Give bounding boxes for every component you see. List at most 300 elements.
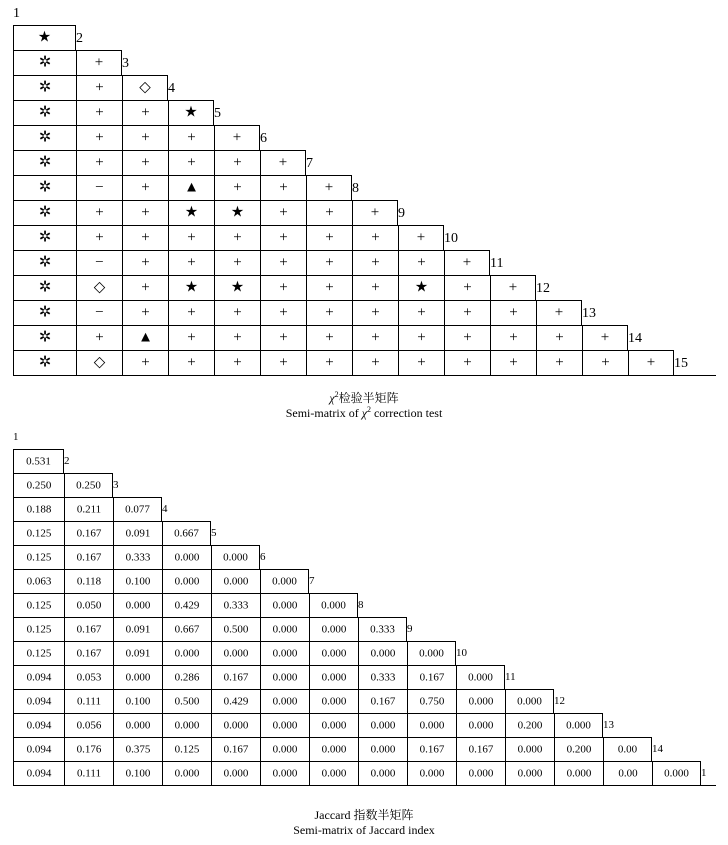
matrix2-cell-value: 0.111 [77,695,101,707]
matrix2-cell [358,617,407,641]
matrix1-cell [13,150,76,175]
matrix1-cell [76,325,122,350]
matrix1-cell [628,350,674,376]
matrix1-cell-value: + [141,104,150,121]
matrix2-cell [64,497,113,521]
matrix1-cell [122,250,168,275]
matrix1-cell [76,300,122,325]
matrix1-cell [122,150,168,175]
matrix1-cell-value: + [600,329,610,346]
matrix2-header-10: 10 [456,647,467,659]
matrix2-cell [13,521,64,545]
matrix1-cell [444,250,490,275]
matrix1-cell [398,350,444,376]
matrix2-cell-value: 0.286 [174,671,200,683]
matrix1-header-7: 7 [306,156,313,171]
matrix1-cell-value: + [187,254,196,271]
matrix1-cell [13,300,76,325]
matrix1-cell-value: + [279,179,288,196]
chi-symbol-en: χ [361,406,367,420]
matrix2-cell [260,569,309,593]
matrix2-cell-value: 0.000 [223,551,248,563]
matrix2-cell-value: 0.125 [26,599,52,611]
matrix2-cell-value: 0.125 [174,743,200,755]
matrix2-cell [162,545,211,569]
matrix2-cell-value: 0.125 [26,527,52,539]
matrix2-baseline [701,785,716,786]
matrix1-cell-value: + [233,354,242,371]
matrix2-cell-value: 0.000 [125,671,151,683]
matrix2-cell-value: 0.000 [517,695,542,707]
matrix1-cell [306,325,352,350]
matrix2-cell-value: 0.167 [468,743,494,755]
matrix2-cell [162,641,211,665]
matrix2-cell-value: 0.000 [370,647,396,659]
matrix1-cell [122,350,168,376]
matrix1-cell-value: ✲ [38,204,52,221]
matrix2-cell-value: 0.200 [566,743,592,755]
matrix1-cell-value: ✲ [38,304,52,321]
matrix1-cell [122,125,168,150]
matrix2-cell-value: 0.375 [125,743,151,755]
matrix1-cell-value: + [417,254,426,271]
matrix1-cell-value: + [94,54,104,71]
chi-superscript: 2 [334,390,339,399]
matrix1-cell [490,325,536,350]
matrix2-cell-value: 0.056 [76,719,102,731]
matrix2-cell-value: 0.125 [26,647,52,659]
matrix1-cell [13,275,76,300]
matrix2-cell [113,569,162,593]
chi-symbol: χ [329,391,335,405]
matrix1-cell [260,325,306,350]
matrix2-cell [309,689,358,713]
matrix1-cell [260,200,306,225]
matrix2-cell [113,665,162,689]
matrix2-cell-value: 0.000 [370,767,396,779]
matrix2-cell [162,593,211,617]
matrix1-cell [444,300,490,325]
matrix2-cell [162,761,211,786]
matrix1-cell [490,300,536,325]
matrix2-cell-value: 0.000 [223,647,249,659]
matrix2-cell [13,545,64,569]
matrix2-cell [64,569,113,593]
matrix1-cell-value: + [509,354,518,371]
matrix2-cell [456,761,505,786]
matrix2-cell-value: 0.333 [370,623,395,635]
matrix1-cell-value: + [555,329,564,346]
matrix1-cell-value: ✲ [38,54,52,71]
matrix2-header-13: 13 [603,719,614,731]
matrix2-cell-value: 0.000 [468,695,494,707]
matrix1-cell [352,300,398,325]
matrix1-cell [76,250,122,275]
matrix2-cell-value: 0.000 [370,743,396,755]
matrix1-cell-value: ▲ [138,329,153,346]
matrix2-cell [113,617,162,641]
matrix1-cell [352,250,398,275]
matrix2-cell [309,665,358,689]
matrix1-cell-value: ✲ [38,279,52,296]
matrix1-cell [306,225,352,250]
matrix2-cell [64,713,113,737]
matrix1-cell-value: + [279,279,288,296]
matrix1-cell-value: ★ [37,29,52,46]
matrix2-cell-value: 0.000 [566,719,591,731]
matrix2-cell [64,473,113,497]
matrix2-cell-value: 0.000 [517,767,543,779]
matrix2-cell-value: 0.000 [419,719,445,731]
matrix1-cell-value: + [371,304,380,321]
matrix1-cell [13,200,76,225]
matrix1-header-1: 1 [13,6,20,21]
matrix1-cell [13,225,76,250]
matrix1-cell [13,325,76,350]
matrix1-cell [13,250,76,275]
matrix2-cell [260,617,309,641]
matrix1-cell-value: ★ [184,204,199,221]
matrix2-cell [260,641,309,665]
matrix1-cell-value: + [95,104,104,121]
matrix1-cell-value: + [279,229,288,246]
matrix1-cell [122,325,168,350]
matrix1-cell [76,75,122,100]
matrix1-cell-value: + [233,329,242,346]
matrix2-cell-value: 0.000 [272,623,298,635]
matrix1-cell [168,250,214,275]
matrix2-cell [64,665,113,689]
matrix2-cell-value: 0.000 [517,743,543,755]
matrix2-header-6: 6 [260,551,266,563]
matrix2-cell [309,641,358,665]
matrix2-cell [64,737,113,761]
matrix1-cell-value: + [233,254,242,271]
matrix2-cell [260,665,309,689]
matrix1-header-14: 14 [628,331,642,346]
matrix2-cell-value: 0.000 [468,767,494,779]
matrix1-cell-value: ★ [230,279,245,296]
matrix1-cell-value: ✲ [38,179,52,196]
matrix1-cell [398,275,444,300]
matrix1-cell [490,275,536,300]
matrix1-cell [352,200,398,225]
matrix1-cell-value: + [463,279,472,296]
matrix1-cell-value: + [95,329,104,346]
matrix2-cell-value: 0.429 [223,695,249,707]
matrix2-cell [260,737,309,761]
matrix2-cell-value: 0.167 [76,527,102,539]
matrix2-cell-value: 0.000 [321,695,347,707]
matrix1-cell-value: + [279,204,288,221]
matrix1-cell-value: + [325,354,334,371]
matrix1-cell [306,300,352,325]
matrix1-cell-value: + [95,79,104,96]
matrix1-cell-value: + [141,204,150,221]
matrix2-cell-value: 0.094 [26,671,52,683]
matrix1-cell [444,325,490,350]
matrix1-cell [122,275,168,300]
matrix2-cell [13,665,64,689]
matrix2-cell [554,737,603,761]
matrix2-cell [407,737,456,761]
matrix1-cell-value: + [141,354,150,371]
matrix2-cell-value: 0.500 [223,623,249,635]
matrix2-cell [13,593,64,617]
matrix2-cell [505,689,554,713]
matrix1-cell-value: − [95,179,104,196]
matrix2-cell [162,617,211,641]
matrix2-cell-value: 0.000 [664,767,689,779]
matrix1-cell [76,150,122,175]
matrix1-header-5: 5 [214,106,221,121]
matrix2-header-3: 3 [113,479,119,491]
matrix1-cell-value: + [232,129,242,146]
matrix1-cell-value: + [325,229,334,246]
matrix2-cell-value: 0.091 [125,623,151,635]
matrix2-header-5: 5 [211,527,217,539]
matrix1-cell-value: + [417,354,426,371]
matrix1-cell-value: + [95,154,104,171]
matrix2-cell [211,713,260,737]
matrix2-cell [407,641,456,665]
matrix2-header-8: 8 [358,599,364,611]
matrix1-cell [306,175,352,200]
matrix2-cell-value: 0.250 [26,479,52,491]
matrix1-cell [13,25,76,50]
matrix1-cell-value: + [325,204,334,221]
matrix1-cell-value: + [509,329,518,346]
matrix1-cell [214,250,260,275]
matrix2-cell-value: 0.750 [419,695,445,707]
matrix1-cell [260,300,306,325]
matrix1-cell [76,200,122,225]
matrix2-cell [64,617,113,641]
matrix2-cell-value: 0.000 [321,743,347,755]
matrix1-cell-value: ◇ [139,79,151,96]
matrix1-cell-value: + [462,254,472,271]
matrix2-cell-value: 0.167 [223,743,249,755]
matrix2-cell-value: 0.091 [125,527,151,539]
matrix2-cell-value: 0.188 [26,503,52,515]
matrix1-cell [536,300,582,325]
matrix2-cell-value: 0.167 [76,647,102,659]
matrix2-cell-value: 0.176 [76,743,102,755]
matrix1-cell [444,350,490,376]
matrix2-cell [456,713,505,737]
matrix2-cell-value: 0.000 [419,767,445,779]
matrix1-cell [352,350,398,376]
matrix2-cell [162,713,211,737]
matrix2-header-9: 9 [407,623,413,635]
matrix2-cell [358,713,407,737]
matrix1-cell [352,325,398,350]
matrix2-cell [456,665,505,689]
matrix2-cell [211,689,260,713]
matrix2-cell [13,737,64,761]
matrix2-cell-value: 0.100 [125,767,151,779]
matrix2-cell-value: 0.100 [125,575,151,587]
matrix1-cell-value: + [187,329,196,346]
matrix1-cell-value: ✲ [38,354,52,371]
matrix2-cell-value: 0.000 [321,719,347,731]
matrix2-cell [162,569,211,593]
matrix2-cell-value: 0.00 [617,743,638,755]
matrix1-cell [76,350,122,376]
matrix2-cell-value: 0.094 [26,767,52,779]
matrix1-cell-value: + [371,254,380,271]
matrix2-cell [113,689,162,713]
matrix2-cell [358,665,407,689]
matrix2-cell-value: 0.000 [174,575,200,587]
matrix2-cell-value: 0.167 [76,551,102,563]
matrix1-cell-value: + [463,354,472,371]
matrix2-cell [505,713,554,737]
matrix2-cell-value: 0.429 [174,599,200,611]
matrix2-cell-value: 0.091 [125,647,151,659]
matrix2-cell-value: 0.000 [272,599,298,611]
matrix2-cell [113,593,162,617]
matrix1-cell-value: + [141,254,150,271]
matrix1-cell [306,275,352,300]
matrix2-cell-value: 0.000 [321,647,347,659]
matrix1-cell [76,125,122,150]
matrix1-cell-value: + [279,304,288,321]
matrix1-cell-value: ★ [414,279,429,296]
matrix2-cell [211,761,260,786]
matrix2-header-2: 2 [64,455,70,467]
matrix2-cell-value: 0.000 [321,599,346,611]
matrix2-cell [211,641,260,665]
matrix1-caption-en [0,403,728,420]
matrix1-cell [13,50,76,75]
matrix2-header-7: 7 [309,575,315,587]
matrix2-cell-value: 0.118 [76,575,102,587]
matrix1-header-2: 2 [76,31,83,46]
matrix1-header-13: 13 [582,306,596,321]
matrix1-cell-value: + [187,229,196,246]
matrix2-cell [260,689,309,713]
matrix1-cell [122,225,168,250]
matrix1-header-9: 9 [398,206,405,221]
matrix1-cell-value: ✲ [38,329,52,346]
matrix1-cell-value: + [95,229,104,246]
matrix2-cell-value: 0.000 [370,719,396,731]
matrix2-cell-value: 0.053 [76,671,102,683]
matrix2-cell [162,665,211,689]
matrix2-cell [260,593,309,617]
matrix2-cell [211,593,260,617]
matrix2-cell [64,689,113,713]
matrix1-cell-value: + [278,154,288,171]
matrix1-caption-cn-text: 检验半矩阵 [338,391,399,405]
matrix2-header-12: 12 [554,695,565,707]
matrix1-cell-value: + [371,329,380,346]
matrix1-cell [168,275,214,300]
matrix1-caption-en-post: correction test [370,406,443,420]
matrix2-cell [358,761,407,786]
matrix1-cell [582,350,628,376]
matrix1-cell-value: + [417,329,426,346]
matrix1-cell-value: ✲ [38,254,52,271]
matrix2-cell [211,569,260,593]
matrix2-cell [113,761,162,786]
matrix1-header-12: 12 [536,281,550,296]
matrix2-caption-en: Semi-matrix of Jaccard index [293,823,435,837]
matrix2-header-11: 11 [505,671,516,683]
matrix1-cell-value: + [233,154,242,171]
matrix2-cell-value: 0.000 [321,767,347,779]
matrix2-cell-value: 0.167 [223,671,249,683]
matrix2-cell-value: 0.000 [272,719,298,731]
matrix1-baseline [674,375,716,376]
matrix2-header-15: 1 [701,767,707,779]
matrix2-cell [309,593,358,617]
matrix2-cell-value: 0.111 [77,767,101,779]
matrix2-cell-value: 0.250 [76,479,101,491]
matrix2-cell-value: 0.000 [566,767,592,779]
matrix2-cell-value: 0.667 [174,527,199,539]
matrix1-cell [13,100,76,125]
matrix2-cell-value: 0.000 [272,767,298,779]
matrix2-cell [603,737,652,761]
matrix1-cell [260,150,306,175]
matrix1-cell [214,325,260,350]
matrix1-cell-value: + [463,304,472,321]
matrix2-cell-value: 0.167 [419,743,445,755]
matrix1-cell-value: + [233,229,242,246]
matrix2-cell-value: 0.077 [125,503,150,515]
matrix2-cell-value: 0.000 [272,647,298,659]
matrix1-cell-value: + [325,304,334,321]
matrix2-cell [113,521,162,545]
matrix2-cell-value: 0.050 [76,599,102,611]
matrix1-cell-value: ▲ [184,179,199,196]
matrix1-cell-value: + [601,354,610,371]
matrix2-cell-value: 0.000 [419,647,444,659]
matrix1-cell-value: + [325,279,334,296]
matrix1-cell [214,175,260,200]
matrix2-cell [309,617,358,641]
matrix1-cell-value: ◇ [93,279,106,296]
matrix1-cell [168,100,214,125]
matrix1-header-10: 10 [444,231,458,246]
matrix1-cell-value: + [141,129,150,146]
matrix2-cell [554,761,603,786]
matrix2-cell [211,737,260,761]
matrix1-header-15: 15 [674,356,688,371]
matrix1-header-8: 8 [352,181,359,196]
matrix1-cell [214,300,260,325]
matrix1-cell [76,225,122,250]
matrix2-cell [64,545,113,569]
matrix1-caption-en-pre: Semi-matrix of [285,406,362,420]
matrix1-cell [352,275,398,300]
matrix1-cell-value: ✲ [38,79,52,96]
matrix2-cell-value: 0.000 [272,743,298,755]
matrix2-cell-value: 0.000 [223,575,249,587]
matrix2-cell [211,545,260,569]
matrix1-header-3: 3 [122,56,129,71]
matrix2-cell [456,737,505,761]
matrix1-cell [168,125,214,150]
matrix2-cell [603,761,652,786]
matrix1-cell-value: + [279,354,288,371]
matrix2-cell [64,641,113,665]
matrix2-cell [64,521,113,545]
matrix2-cell-value: 0.094 [26,743,52,755]
matrix2-cell-value: 0.000 [468,719,494,731]
